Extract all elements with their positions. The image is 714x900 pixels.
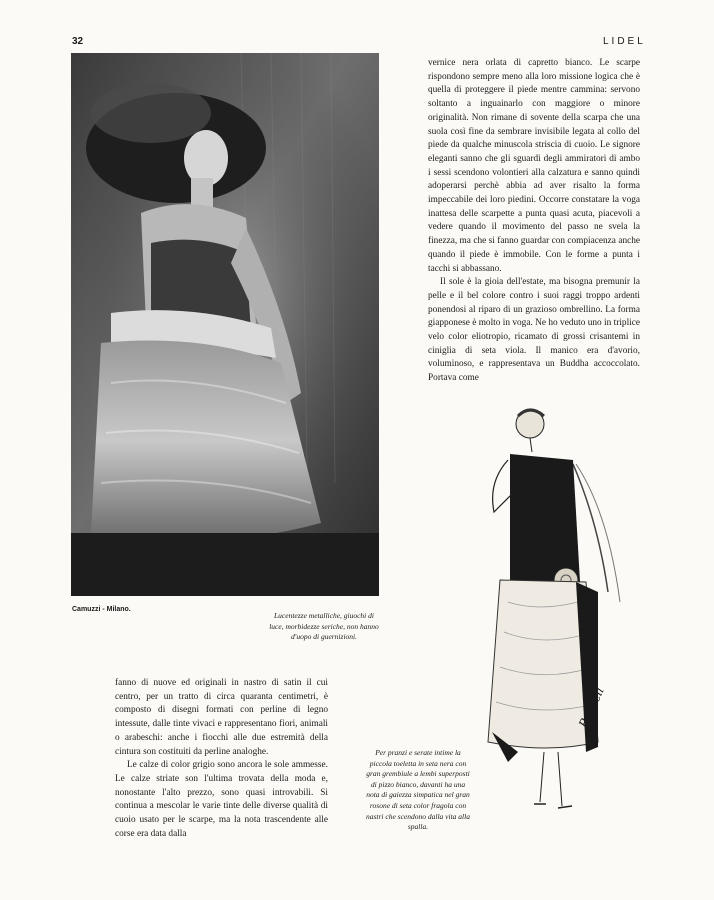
article-paragraph: vernice nera orlata di capretto bianco. Le scarpe rispondono sempre meno alla loro missione logica che è quella di proteggere il piede mentre cammina: servono soltanto a inguainarlo con maggiore o minore originalità. Non rimane di sovente della scarpa che una suola così fine da sembrare invisibile legata al collo del piede da qualche minuscola striscia di cuoio. Le signore eleganti sanno che gli sguardi degli ammiratori di ambo i sessi scendono volontieri alla calzatura e sanno quindi adoperarsi perchè abbia ad aver risalto la forma impeccabile dei loro piedini. Occorre constatare la voga inattesa delle scarpette a punta quasi acuta, piacevoli a vedere quando il movimento del passo ne svela la finezza, ma che si fanno guardar con compiacenza anche quando il piede è immobile. Con le forme a punta i tacchi si abbassano. xyxy=(428,58,640,274)
masthead-title: LIDEL xyxy=(603,36,646,47)
fashion-illustration xyxy=(448,402,648,822)
article-paragraph: fanno di nuove ed originali in nastro di satin il cui centro, per un tratto di circa quaranta centimetri, è composto di disegni formati con perline di legno intessute, dalle tinte vivaci e rappresentano fiori, animali o arabeschi: anche i fiocchi alle due estremità della cintura son costituiti da perline analoghe. xyxy=(115,678,328,757)
article-column-right xyxy=(428,57,640,386)
photo-credit: Camuzzi - Milano. xyxy=(72,606,131,613)
portrait-photo xyxy=(71,53,379,596)
page-number: 32 xyxy=(72,36,84,47)
illustrator-signature: Prancil xyxy=(576,684,607,730)
article-column-left xyxy=(115,677,328,841)
illustration-caption: Per pranzi e serate intime la piccola toeletta in seta nera con gran grembiule a lembi superposti di pizzo bianco, davanti ha una nota di gaiezza simpatica nel gran rosone di seta color fragola con nastri che scendono dalla vita alla spalla. xyxy=(366,748,470,832)
photo-caption: Lucentezze metalliche, giuochi di luce, morbidezze seriche, non hanno d'uopo di guernizioni. xyxy=(269,611,379,641)
article-paragraph: Il sole è la gioia dell'estate, ma bisogna premunir la pelle e il bel colore contro i suoi raggi troppo ardenti ponendosi al riparo di un grazioso ombrellino. La forma giapponese è molto in voga. Ne ho veduto uno in triplice velo color eliotropio, ricamato di grossi crisantemi in ciniglia di seta viola. Il manico era d'avorio, voluminoso, e rappresentava un Buddha accoccolato. Portava come xyxy=(428,277,640,384)
article-paragraph: Le calze di color grigio sono ancora le sole ammesse. Le calze striate son l'ultima trovata della moda e, nonostante l'alto prezzo, sono quasi introvabili. Si continua a mescolar le varie tinte delle diverse qualità di cuoio usato per le scarpe, ma la nota trascendente alle corse era data dalla xyxy=(115,760,328,839)
